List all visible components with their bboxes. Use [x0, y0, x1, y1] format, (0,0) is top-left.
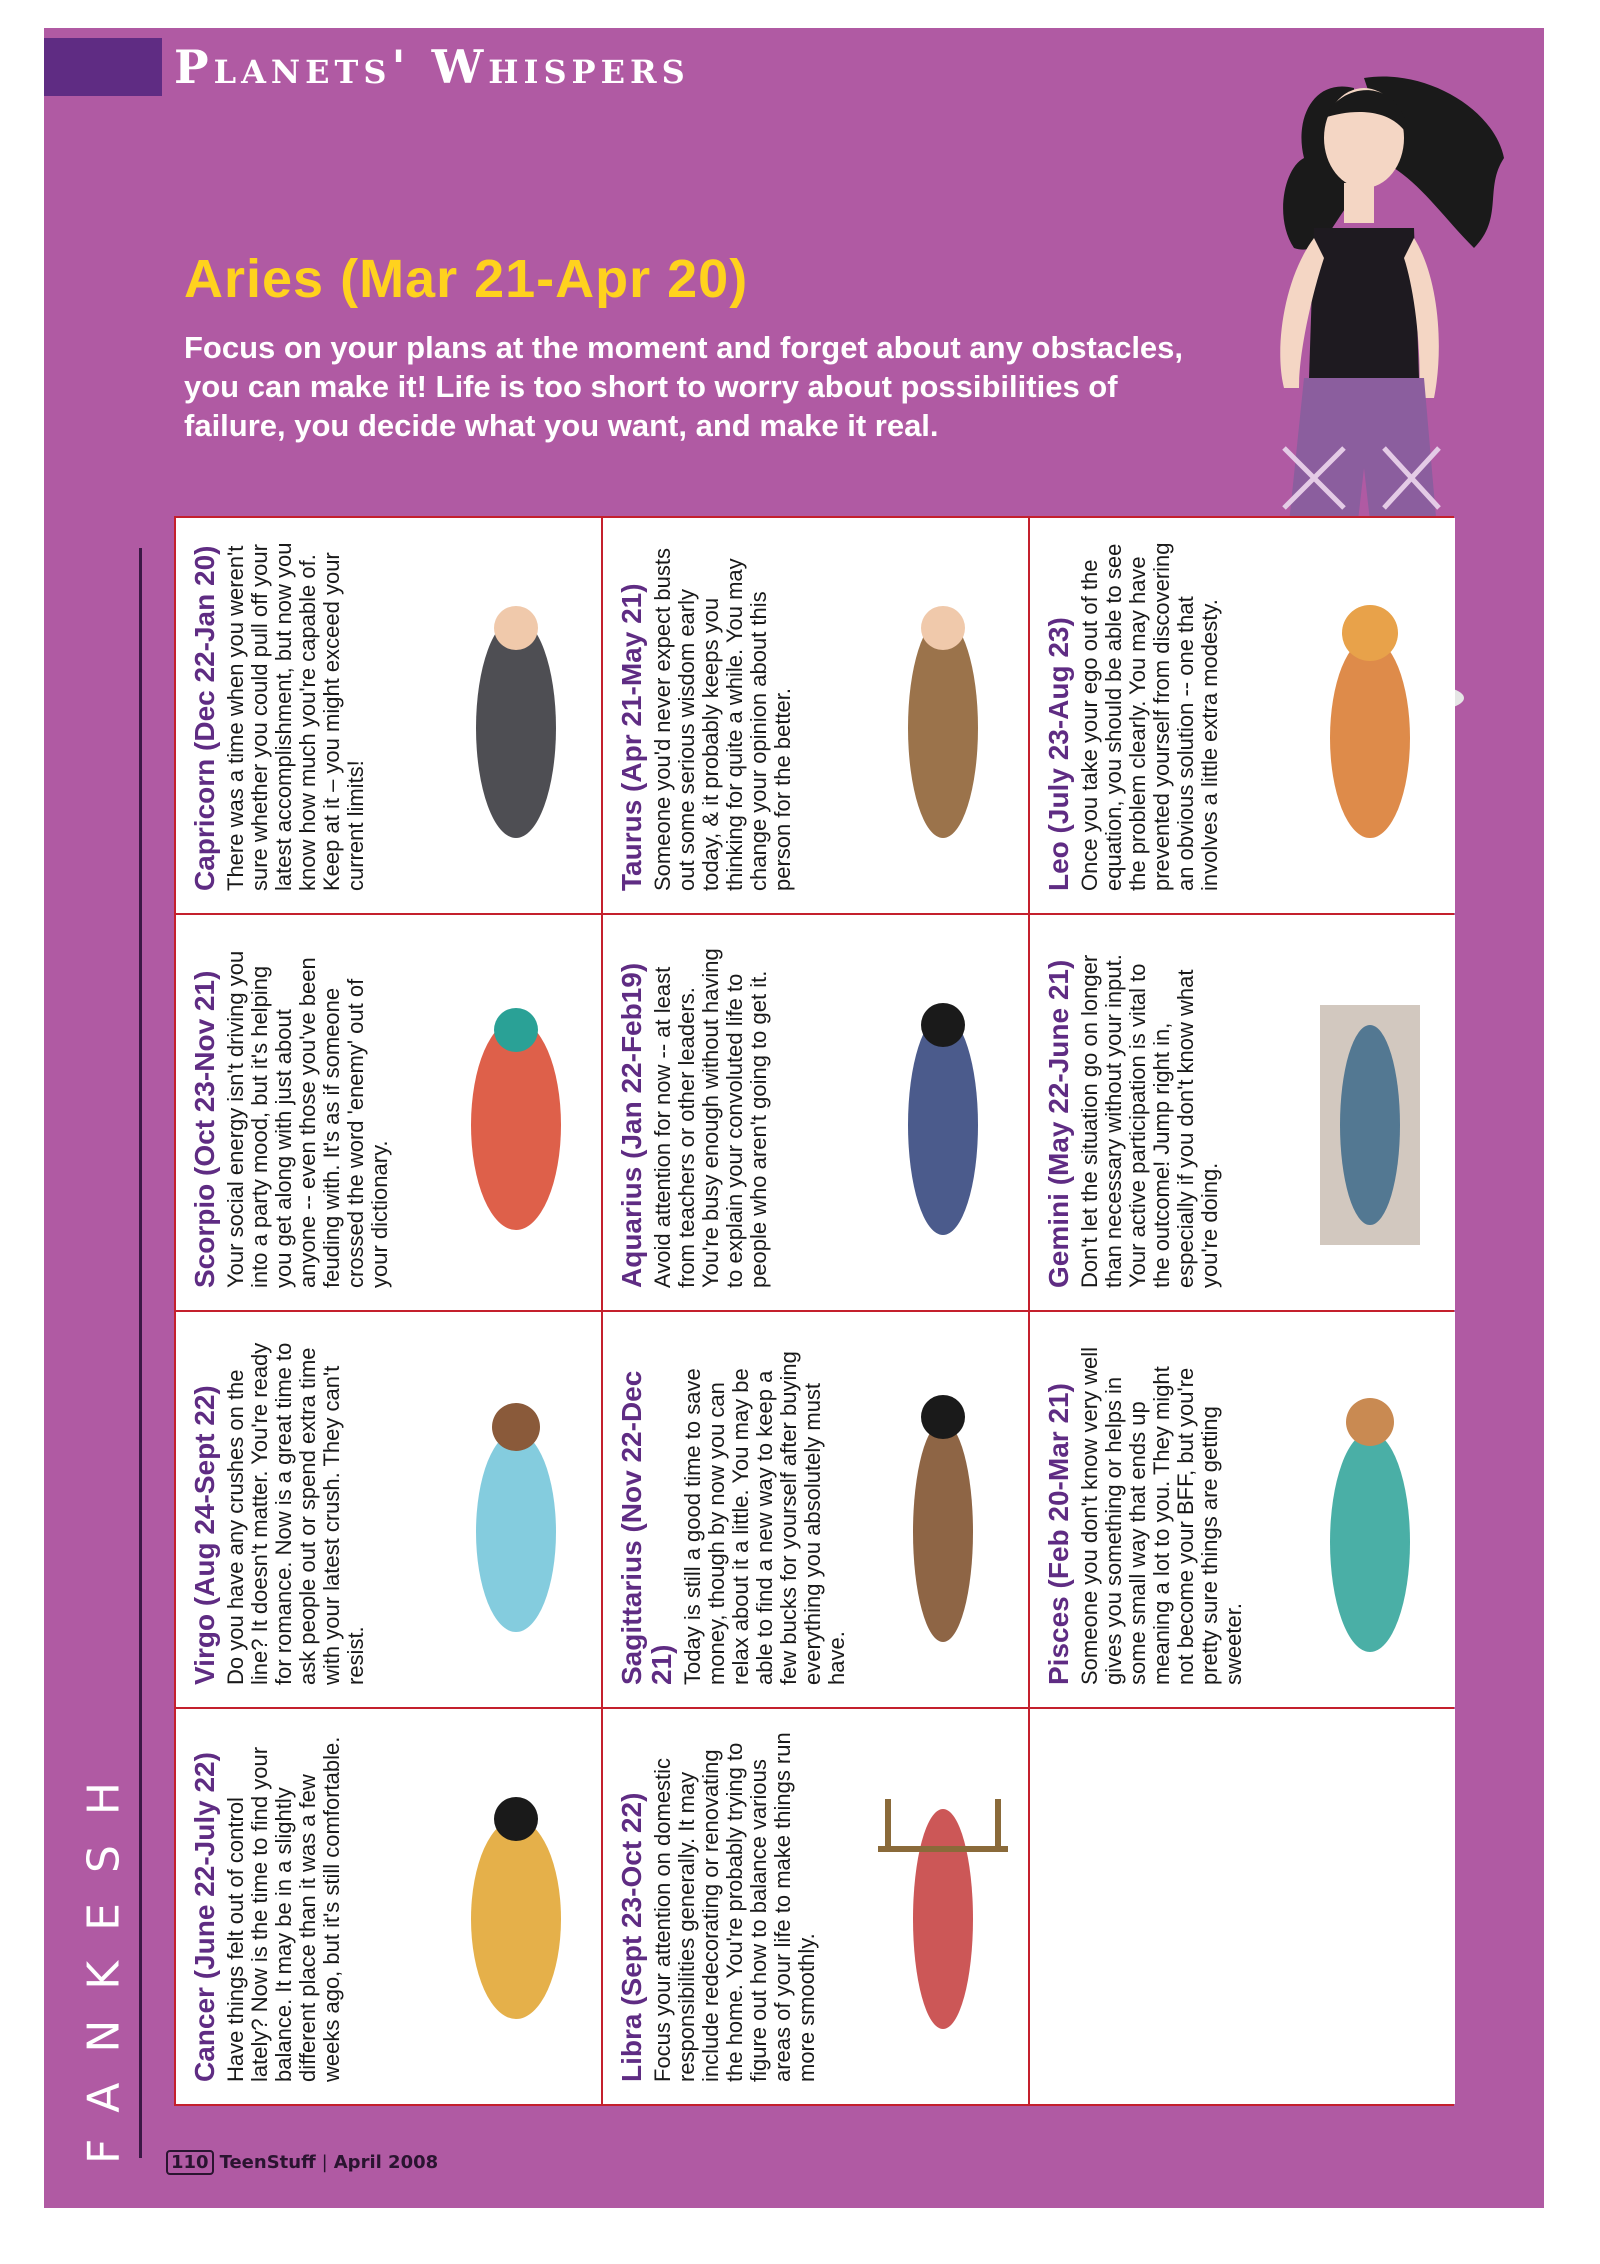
capricorn-figure: [441, 578, 591, 878]
sign-name: Virgo (Aug 24-Sept 22): [189, 1385, 220, 1685]
sign-name: Taurus (Apr 21-May 21): [616, 583, 647, 891]
sign-name: Gemini (May 22-June 21): [1043, 959, 1074, 1288]
sign-name: Cancer (June 22-July 22): [189, 1752, 220, 2082]
taurus-figure: [868, 578, 1018, 878]
sign-text: Avoid attention for now -- at least from teachers or other leaders. You're busy enough without having to explain your convoluted life to people who aren't going to get it.: [650, 948, 771, 1288]
sign-text: There was a time when you weren't sure whether you could pull off your latest accomplishment, but now you know how much you're capable of. Keep at it – you might exceed your current limits!: [223, 542, 368, 891]
aries-heading: Aries (Mar 21-Apr 20): [184, 249, 749, 309]
magazine-page: [44, 28, 1544, 2208]
page-title: Planets' Whispers: [174, 40, 690, 94]
side-brand-text: FANKESH: [78, 1752, 130, 2164]
aquarius-figure: [868, 975, 1018, 1275]
virgo-figure: [441, 1372, 591, 1672]
sign-card-libra: [603, 1709, 1028, 2104]
sign-text: Today is still a good time to save money, though by now you can relax about it a little. You may be able to find a new way to keep a few bucks for yourself after buying everything you absolutely must have.: [680, 1351, 849, 1685]
sign-card-aquarius: [603, 915, 1028, 1310]
sign-name: Pisces (Feb 20-Mar 21): [1043, 1383, 1074, 1685]
sign-text: Focus your attention on domestic responsibilities generally. It may include redecorating or renovating the home. You're probably trying to figure out how to balance various areas of your life to make things run more smoothly.: [650, 1732, 819, 2082]
magazine-name: TeenStuff: [219, 2152, 316, 2173]
sign-text: Don't let the situation go on longer than necessary without your input. Your active participation is vital to the outcome! Jump right in, especially if you don't know what you're doing.: [1077, 954, 1222, 1288]
sign-text: Someone you don't know very well gives you something or helps in some small way that ends up meaning a lot to you. They might not become your BFF, but you're pretty sure things are getting sweeter.: [1077, 1346, 1246, 1685]
pisces-figure: [1295, 1372, 1445, 1672]
side-brand: [64, 1752, 144, 2164]
gemini-figure: [1295, 975, 1445, 1275]
header-tab: [44, 38, 162, 96]
scorpio-figure: [441, 975, 591, 1275]
sign-card-pisces: [1030, 1312, 1455, 1707]
sign-name: Leo (July 23-Aug 23): [1043, 617, 1074, 891]
sign-card-sagittarius: [603, 1312, 1028, 1707]
sign-name: Scorpio (Oct 23-Nov 21): [189, 970, 220, 1288]
sign-text: Your social energy isn't driving you into a party mood, but it's helping you get along with just about anyone -- even those you've been feuding with. It's as if someone crossed the word 'enemy' out of your dictionary.: [223, 950, 392, 1288]
horoscope-grid: [174, 516, 1454, 2106]
sign-card-gemini: [1030, 915, 1455, 1310]
sagittarius-figure: [868, 1372, 1018, 1672]
libra-figure: [868, 1769, 1018, 2069]
sign-text: Someone you'd never expect busts out some serious wisdom early today, & it probably keeps you thinking for quite a while. You may change your opinion about this person for the better.: [650, 548, 795, 891]
footer-separator: |: [321, 2152, 328, 2173]
sign-text: Once you take your ego out of the equation, you should be able to see the problem clearly. You may have prevented yourself from discovering an obvious solution -- one that involves a little extra modesty.: [1077, 542, 1222, 891]
sign-card-cancer: [176, 1709, 601, 2104]
sign-name: Capricorn (Dec 22-Jan 20): [189, 545, 220, 891]
page-number: 110: [166, 2150, 214, 2175]
sign-card-capricorn: [176, 518, 601, 913]
empty-grid-cell: [1030, 1709, 1455, 2104]
leo-figure: [1295, 578, 1445, 878]
cancer-figure: [441, 1769, 591, 2069]
sign-text: Have things felt out of control lately? Now is the time to find your balance. It may be in a slightly different place than it was a few weeks ago, but it's still comfortable.: [223, 1736, 344, 2082]
sign-name: Sagittarius (Nov 22-Dec 21): [616, 1370, 677, 1685]
sign-card-scorpio: [176, 915, 601, 1310]
sign-text: Do you have any crushes on the line? It doesn't matter. You're ready for romance. Now is a great time to ask people out or spend extra time with your latest crush. They can't resist.: [223, 1342, 368, 1685]
page-footer: [166, 2150, 438, 2175]
sign-name: Libra (Sept 23-Oct 22): [616, 1792, 647, 2082]
sign-card-leo: [1030, 518, 1455, 913]
sign-card-taurus: [603, 518, 1028, 913]
sign-name: Aquarius (Jan 22-Feb19): [616, 962, 647, 1288]
aries-horoscope: Focus on your plans at the moment and forget about any obstacles, you can make it! Life is too short to worry about possibilities of failure, you decide what you want, and make it real.: [184, 330, 1184, 443]
sign-card-virgo: [176, 1312, 601, 1707]
issue-date: April 2008: [333, 2152, 439, 2173]
